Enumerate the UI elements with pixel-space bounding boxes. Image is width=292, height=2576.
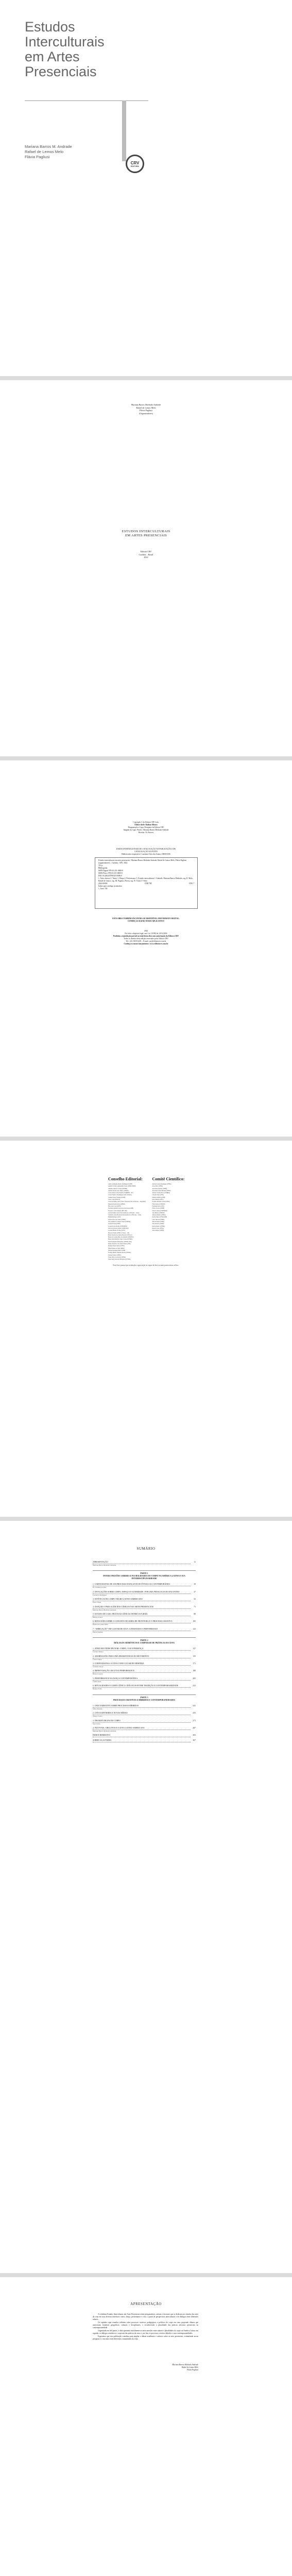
toc-entry-author: Thiago Castro <box>93 1715 102 1718</box>
title-page <box>0 380 292 756</box>
organizers-label: (Organizadores) <box>139 412 153 415</box>
toc-entry-page: 11 <box>194 1561 196 1563</box>
signature-name: Flávia Pagliusi <box>186 2369 198 2371</box>
toc-entry-title: 3. DRAMATURGIAS DO CORPO <box>93 1720 191 1723</box>
board-member: Andréia da Silva Quintanilha Sousa (UNIR/UFRN) <box>108 1185 136 1188</box>
toc-entry-page: 37 <box>194 1590 196 1593</box>
toc-entry-title: 6. RITUALIDADES E CORPO CÊNICO: DIÁLOGOS ENTRE TRADIÇÃO E CONTEMPORANEIDADE <box>93 1685 191 1688</box>
toc-entry-author: Marina Soares <box>93 1616 103 1619</box>
board-member: Maria de Lourdes Pinto de Almeida (UNOESC) <box>108 1236 134 1239</box>
catalog-line: ISBN Digital 978-65-251-0000-0 <box>98 870 124 872</box>
cover-author: Flávia Pagliusi <box>25 155 50 159</box>
board-member: Anselmo Alencar Colares (UFOPA) <box>108 1188 128 1190</box>
toc-part-title: DIÁLOGOS SEMIÓTICOS E CORPORAIS DE PRÁTICAS DA CENA <box>114 1642 175 1645</box>
cip-line: Bibliotecária responsável: Luzenira Alves dos Santos CRB9/1506 <box>122 853 170 855</box>
toc-entry-author: Rafael de Lemos Melo <box>93 1623 109 1626</box>
author-name: Rafael de Lemos Melo <box>136 406 156 409</box>
board-member: Eduardo Pereira Alves (UFMS) <box>108 1203 125 1205</box>
toc-entry[interactable] <box>93 1739 196 1742</box>
committee-member: Fábio Santos (UNIRIO) <box>152 1203 165 1205</box>
toc-part-title: INTERCONEXÕES SABERES E PLURALIDADES DO CORPO NA AMÉRICA LATINA E SUA INTERDISCIPLINARIDADE <box>103 1575 185 1580</box>
toc-entry-page: 53 <box>194 1598 196 1601</box>
presentation-body <box>93 2313 198 2341</box>
footer-line: Proibida a reprodução parcial ou total desta obra sem autorização da Editora CRV <box>113 935 179 937</box>
toc-entry-title: APRESENTAÇÃO <box>93 1561 191 1564</box>
committee-member: Nara Ferreira (UFOP) <box>152 1223 164 1225</box>
board-member: Fernando Antônio Gonçalves Alcoforado (IPB) <box>108 1208 134 1210</box>
publisher-logo <box>126 155 144 173</box>
footer-line: Tel.: (41) 3039-6418 – E-mail: sac@editoracrv.com.br <box>126 940 166 942</box>
toc-entry-line <box>93 1663 196 1666</box>
catalog-line: 1. Artes 700 <box>98 888 108 890</box>
book-title <box>0 530 292 538</box>
toc-entry[interactable] <box>93 1720 196 1725</box>
cover-title-line: Presenciais <box>25 64 97 79</box>
presentation-title: APRESENTAÇÃO <box>130 2302 162 2306</box>
board-member: Antônio Pereira Gaio Júnior (UFRRJ) <box>108 1190 129 1192</box>
cip-header <box>0 848 292 856</box>
board-member: Lídia de Oliveira Xavier (UNIEURO) <box>108 1227 129 1229</box>
toc-entry-author: Luciana Ramos <box>93 1651 104 1653</box>
copyright-footer <box>0 918 292 945</box>
cip-line: DADOS INTERNACIONAIS DE CATALOGAÇÃO NA PUBLICAÇÃO (CIP) <box>116 848 176 850</box>
toc-part-heading <box>93 1637 196 1645</box>
toc-entry-author: Pedro Viana <box>93 1601 101 1604</box>
footer-line: CONHEÇA E BAIXE NOSSO APLICATIVO! <box>127 920 165 922</box>
copyright-page <box>0 760 292 1137</box>
copyright-line: Copyright © da Editora CRV Ltda. <box>133 821 159 823</box>
book-title-line: EM ARTES PRESENCIAIS <box>125 534 167 537</box>
toc-entry-line <box>93 1628 196 1631</box>
catalog-line: 1. Artes cênicas 2. Teatro 3. Dança 4. Performance 5. Estudos interculturais I. Andrade, Mariana Barros Medrado, org. II. Melo, Rafael de Lemos, org. III. Pagliusi, Flávia, org. IV. Título V. Série. <box>98 877 193 882</box>
cover-author: Rafael de Lemos Melo <box>25 149 64 154</box>
toc-part-label: PARTE 1 <box>140 1572 148 1575</box>
toc-entry-page: 71 <box>194 1605 196 1608</box>
toc-entry[interactable] <box>93 1685 196 1690</box>
author-name: Mariana Barros Medrado Andrade <box>131 403 161 406</box>
toc-entry-page: 105 <box>193 1620 196 1623</box>
catalog-line: 314 p. <box>98 865 103 867</box>
toc-entry-line <box>93 1606 196 1609</box>
committee-member: Adriana Gomes Rodrigues (UFBA) <box>152 1183 171 1185</box>
cover-accent-bar <box>122 100 126 161</box>
toc-entry-author: Silvia Martins <box>93 1707 102 1710</box>
toc-entry-author: Flávia Pagliusi <box>93 1631 103 1633</box>
cover-divider <box>25 100 148 101</box>
toc-entry-author: Mariana Barros Medrado Andrade <box>93 1608 116 1611</box>
publisher-name: Editora CRV <box>140 550 152 553</box>
cover-title-line: Interculturais <box>25 34 105 49</box>
toc-entry-line <box>93 1685 196 1688</box>
toc-entry[interactable] <box>93 1655 196 1660</box>
publication-year: 2022 <box>144 556 148 559</box>
toc-entry[interactable] <box>93 1670 196 1675</box>
board-member: Josania Portela (UFPI) <box>108 1223 121 1225</box>
toc-entry-title: 7. “ABRIGAÇÃO” EM GASTAR DE ATUA: LITERATURA E PERFORMANCE <box>93 1628 191 1631</box>
presentation-signature <box>93 2364 198 2371</box>
board-member: Francisco Carlos Duarte (PUC-PR) <box>108 1210 127 1212</box>
toc-entry[interactable] <box>93 1677 196 1683</box>
editorial-council-column <box>108 1177 149 1261</box>
toc-entry-author: R. F. Ramos Gomes <box>93 1586 107 1589</box>
board-member: Leonel Severo Rocha (UNISINOS) <box>108 1225 127 1227</box>
footer-line: ESTA OBRA TAMBÉM ENCONTRA-SE DISPONÍVEL EM FORMATO DIGITAL. <box>112 918 180 920</box>
board-member: Paulo Romualdo Hernandes (UNIFAL-MG) <box>108 1241 132 1243</box>
toc-entry-title: 2. CENA EXPANDIDA E NOVAS MÍDIAS <box>93 1712 191 1715</box>
toc-entry-page: 189 <box>193 1670 196 1672</box>
toc-entry-line <box>93 1734 196 1737</box>
toc-part-heading <box>93 1694 196 1702</box>
board-member: Jailson Alves dos Santos (UFRJ) <box>108 1218 126 1221</box>
toc-entry-line <box>93 1677 196 1681</box>
toc-entry[interactable] <box>93 1663 196 1668</box>
toc-entry-author: Bruno Lacerda <box>93 1673 103 1675</box>
toc-entry-page: 271 <box>193 1719 196 1722</box>
toc-entry[interactable] <box>93 1628 196 1633</box>
toc-entry-line <box>93 1591 196 1594</box>
toc-part-label: PARTE 2 <box>140 1639 148 1642</box>
presentation-page <box>0 2277 292 2576</box>
toc-entry-author: Cássia Nunes <box>93 1658 102 1660</box>
publisher-logo-text: CRV <box>130 160 140 165</box>
cover-authors <box>25 144 72 160</box>
toc-list <box>93 1561 196 1744</box>
board-member: Helmuth Krüger (UCP) <box>108 1216 121 1218</box>
board-member: Carlos Alberto Vilar Estêvão (UMINHO – PT) <box>108 1192 133 1194</box>
toc-entry-title: 3. CORPOGRAFIAS: A CENA COMO LUGAR DE MEMÓRIA <box>93 1663 191 1666</box>
title-page-authors <box>0 403 292 415</box>
table-of-contents-page <box>0 1521 292 2273</box>
toc-entry-page: 255 <box>193 1712 196 1715</box>
board-member: Carmen Tereza Velanga (UNIR) <box>108 1196 126 1198</box>
board-member: Marcelo Paixão (UFRJ e UTexas – US) <box>108 1232 130 1234</box>
toc-entry-line <box>93 1712 196 1718</box>
committee-member: João Batista (UNIFAP) <box>152 1212 165 1214</box>
toc-entry-page: 223 <box>193 1685 196 1687</box>
catalog-code: CDU 7 <box>188 883 194 885</box>
cover-title <box>25 20 105 79</box>
toc-entry-page: 89 <box>194 1613 196 1616</box>
catalog-line: DOI 10.24824/978652510000.0 <box>98 875 123 877</box>
toc-entry[interactable] <box>93 1727 196 1732</box>
committee-member: Juliana Almeida (UFBA) <box>152 1214 166 1216</box>
catalog-code: CDD 700 <box>144 883 152 885</box>
presentation-paragraph: A coletânea Estudos Interculturais em Artes Presenciais reúne pesquisadores, artistas e docentes que se dedicam aos estudos das artes da cena em suas diversas interfaces: teatro, dança, performance e circo, a partir de perspectivas interculturais e de diálogos entre diferentes saberes. <box>93 2313 198 2320</box>
committee-member: Ana Paula Sanches (UFPR) <box>152 1188 167 1190</box>
toc-entry[interactable] <box>93 1613 196 1618</box>
committee-member: Andrea Cristina Alves (UNIRIO) <box>152 1192 170 1194</box>
committee-member: Sílvia Ramos (UFPE) <box>152 1230 164 1232</box>
cover-title-line: Estudos <box>25 19 75 35</box>
committee-member: Daniela Salgado (UNB) <box>152 1196 165 1198</box>
toc-entry-title: 5. PERFORMANCE NA DANÇA CONTEMPORÂNEA <box>93 1677 191 1681</box>
committee-member: Dirce Mônica (UFG) <box>152 1199 164 1201</box>
toc-entry[interactable] <box>93 1620 196 1625</box>
footer-line: Foi feito o depósito legal conf. Lei 10.994 de 14/12/2004 <box>125 933 167 935</box>
toc-entry-title: 1. UMA NARRATIVA SOBRE PROCESSOS HÍBRIDOS <box>93 1705 191 1708</box>
toc-entry-title: 1. CARTOGRAFIAS DE UM PROCESSO DANÇANTE DO ÉTNICO AO CONTEMPORÂNEO <box>93 1583 191 1586</box>
committee-member: Isabel Cristina (UNESPAR) <box>152 1210 167 1212</box>
board-member: Maria Cristina dos Santos Bezerra (UFSCar) <box>108 1234 132 1236</box>
toc-entry-page: 287 <box>193 1726 196 1729</box>
board-member: Simone Rodrigues Pinto (UNB) <box>108 1249 126 1251</box>
board-member: Rodrigo Pratte-Santos (UFES) <box>108 1245 125 1247</box>
signature-name: Mariana Barros Medrado Andrade <box>172 2364 198 2366</box>
toc-part-title: PROCESSOS CRIATIVOS E HÍBRIDOS E CONTEMPORANEIDADES <box>113 1699 175 1701</box>
toc-entry-title: 4. DANÇAR O PARA ALÉM DOS CÓDIGOS NAS ARTES PRESENCIAIS <box>93 1606 191 1609</box>
presentation-paragraph: Organizada em três partes, a obra apresenta inicialmente as interconexões entre saberes e pluralidades do corpo na América Latina; em seguida, os diálogos semióticos e corporais das práticas da cena; e, por fim, os processos criativos híbridos e suas contemporaneidades. <box>93 2330 198 2334</box>
board-member: Carlos Federico Dominguez Avila (Unieuro) <box>108 1194 132 1196</box>
toc-entry-line <box>93 1705 196 1708</box>
toc-entry-page: 241 <box>193 1704 196 1707</box>
editorial-council-title: Conselho Editorial: <box>108 1177 143 1181</box>
board-member: Cesar Gerónimo Tello (Univer. Nacional Três de Febrero – Argentina) <box>108 1201 146 1203</box>
copyright-line: Revisão: Os Autores <box>138 832 154 834</box>
cip-line: CATALOGAÇÃO NA FONTE <box>134 851 158 853</box>
scientific-committee-column <box>152 1177 194 1261</box>
footer-line: 2022 <box>144 930 148 932</box>
toc-entry-page: 123 <box>193 1628 196 1630</box>
toc-entry[interactable] <box>93 1734 196 1737</box>
footer-line: Conheça os nossos lançamentos: www.editoracrv.com.br <box>124 943 168 945</box>
copyright-line: Imagem da Capa: Pexels / Mariana Barros Medrado Andrade <box>123 829 169 831</box>
board-member: Renato Francisco dos Santos Paula (UFG) <box>108 1243 131 1245</box>
toc-entry-title: ÍNDICE REMISSIVO <box>93 1734 191 1737</box>
committee-member: Evandro Ronaldo Souza (UFPA) <box>152 1201 170 1203</box>
board-member: Solange Helena Ximenes-Rocha (UFOPA) <box>108 1252 131 1254</box>
toc-entry-author: Vera Lúcia <box>93 1722 100 1725</box>
toc-entry[interactable] <box>93 1648 196 1653</box>
copyright-line: Editor-chefe: Railson Moura <box>134 824 158 826</box>
toc-entry-page: 171 <box>193 1663 196 1665</box>
catalog-line: Estudos interculturais em artes presenciais / Mariana Barros Medrado Andrade, Rafael de Lemos Melo, Flávia Pagliusi (organizadores) – Curitiba : CRV, 2022. <box>98 859 187 864</box>
toc-entry-author: Helena Prado <box>93 1688 102 1690</box>
signature-name: Rafael de Lemos Melo <box>181 2366 198 2368</box>
board-member: Lourdes Helena da Silva (UFV) <box>108 1230 126 1232</box>
toc-entry-page: 155 <box>193 1655 196 1657</box>
board-member: Élsio José Corá (UFFS) <box>108 1205 121 1207</box>
committee-member: Ana Paula Tomé Miranda (UFMS) <box>152 1190 171 1192</box>
board-member: Celso Conti (UFSCar) <box>108 1199 121 1201</box>
presentation-paragraph: Esperamos que esta publicação contribua para ampliar o debate acadêmico e artístico sobre as artes presenciais, estimulando novas pesquisas e o encontro entre diferentes comunidades da cena. <box>93 2335 198 2340</box>
toc-entry-title: 2. ABORDAGENS PARA UMA DRAMATURGIA DO MOVIMENTO <box>93 1655 191 1658</box>
editorial-board <box>108 1177 193 1261</box>
committee-member: Márcia Duarte (UFRJ) <box>152 1221 164 1223</box>
board-member: Gloria Fariñas León (Universidade de La Havana – Cuba) <box>108 1212 140 1214</box>
toc-entry-line <box>93 1648 196 1651</box>
cover-page <box>0 0 292 376</box>
catalog-code: 2022-00000 <box>98 883 108 885</box>
committee-member: Lúcio Moraes (UFRN) <box>152 1218 165 1221</box>
catalog-card <box>95 857 198 909</box>
toc-entry-line <box>93 1655 196 1658</box>
board-member: Maria Lília Imbiriba Sousa Colares (UFOPA) <box>108 1239 133 1241</box>
toc-entry-line <box>93 1739 196 1742</box>
toc-entry[interactable] <box>93 1705 196 1710</box>
cover-title-line: em Artes <box>25 49 80 64</box>
cover-author: Mariana Barros M. Andrade <box>25 144 72 149</box>
toc-entry-page: 205 <box>193 1677 196 1680</box>
peer-review-note: Este livro passou por avaliação e aprovação às cegas de dois ou mais pareceristas ad hoc. <box>113 1264 179 1266</box>
committee-member: Flávio Trovão (UFPB) <box>152 1208 164 1210</box>
board-member: Tadeu Oliver Gonçalves (UFPA) <box>108 1256 126 1258</box>
committee-member: Paulo Roberto (UFMG) <box>152 1225 165 1227</box>
committee-member: Karina Matos (UNICAMP) <box>152 1216 167 1218</box>
catalog-line: ISBN Físico 978-65-251-0000-0 <box>98 872 123 874</box>
scientific-committee-title: Comitê Científico: <box>152 1177 185 1181</box>
toc-entry[interactable] <box>93 1598 196 1603</box>
toc-entry-line <box>93 1670 196 1673</box>
toc-entry-author: Leonardo Rodrigues <box>93 1594 107 1596</box>
toc-entry-title: 1. ATRIZ MULTIDISCIPLINAR: CORPO, VOZ E PRESENÇA <box>93 1648 191 1651</box>
toc-entry-title: 2. DIVAGAÇÕES SOBRE CORPO, ESPAÇO E ALTERIDADE: POR UMA PEDAGOGIA DO ENCONTRO <box>93 1591 191 1594</box>
toc-entry[interactable] <box>93 1561 196 1566</box>
catalog-line: Índice para catálogo sistemático <box>98 885 123 887</box>
board-member: Aldira Guimarães Duarte Domínguez (UNB) <box>108 1183 132 1185</box>
publisher-logo-sub: EDITORA <box>131 165 139 167</box>
committee-member: Renata Costa (UFSC) <box>152 1227 164 1229</box>
committee-member: Cláudia Vieira (UFG) <box>152 1194 164 1196</box>
toc-entry-page: 307 <box>193 1739 196 1742</box>
toc-entry-title: 5. ESTUDO DE CASO: PRÁTICAS CÊNICAS INTERCULTURAIS <box>93 1613 191 1616</box>
committee-member: Fernanda Paiva (UFU) <box>152 1205 165 1207</box>
toc-entry-line <box>93 1720 196 1723</box>
toc-entry[interactable] <box>93 1712 196 1717</box>
toc-entry-title: 6. REFLEXÕES SOBRE O CONCEITO DE SERES DE FRONTEIRA E O PROCESSO CRIATIVO <box>93 1620 191 1623</box>
toc-entry-author: Mariana Barros Medrado Andrade <box>93 1564 116 1566</box>
board-member: João Adalberto Campato Junior (UNESP) <box>108 1221 131 1223</box>
board-member: Guillermo Arias Beatón (Universidade de La Havana – Cuba) <box>108 1214 142 1216</box>
toc-entry-author: Gabriela Torres <box>93 1666 104 1668</box>
copyright-line: Diagramação e Capa: Designers da Editora CRV <box>128 826 164 828</box>
toc-entry-line <box>93 1598 196 1604</box>
footer-line: Todos os direitos desta edição reservados pela: Editora CRV <box>124 938 168 940</box>
toc-title: SUMÁRIO <box>136 1547 156 1551</box>
toc-entry-page: 19 <box>194 1583 196 1586</box>
toc-entry[interactable] <box>93 1583 196 1588</box>
toc-entry-title: 3. ESTÉTICAS DO CORPO NEGRO LATINO-AMERICANO <box>93 1598 191 1601</box>
board-member: Sérgio Nunes de Jesus (IFRO) <box>108 1247 125 1249</box>
catalog-line: Bibliografia <box>98 867 108 869</box>
copyright-header <box>0 821 292 834</box>
board-member: Tania Suely Azevedo Brasileiro (UFOPA) <box>108 1259 131 1261</box>
presentation-paragraph: Os capítulos aqui reunidos refletem sobre processos criativos, pedagógicos e políticos do corpo em cena, propondo olhares que atravessam fronteiras geográficas, culturais e disciplinares, e reconhecendo a pluralidade das práticas artísticas presenciais na contemporaneidade. <box>93 2321 198 2329</box>
author-name: Flávia Pagliusi <box>139 409 152 412</box>
toc-part-heading <box>93 1570 196 1580</box>
toc-entry[interactable] <box>93 1591 196 1596</box>
committee-member: Alice Pinto (UFPA) <box>152 1185 163 1188</box>
toc-entry[interactable] <box>93 1606 196 1611</box>
board-member: Sydione Santos (UEPG) <box>108 1254 122 1256</box>
toc-entry-page: 137 <box>193 1648 196 1650</box>
toc-entry-page: 303 <box>193 1734 196 1737</box>
toc-entry-title: 4. IMPROVISAÇÃO, ESCUTA E PERFORMANCE <box>93 1670 191 1673</box>
toc-entry-author: Camila Reis <box>93 1680 101 1683</box>
toc-entry-title: SOBRE OS AUTORES <box>93 1739 191 1742</box>
toc-entry-author: Mariana Barros Medrado Andrade <box>93 1730 116 1732</box>
editorial-board-page <box>0 1141 292 1517</box>
publisher-city: Curitiba – Brasil <box>139 553 153 556</box>
book-title-line: ESTUDOS INTERCULTURAIS <box>122 530 170 533</box>
publisher-info <box>0 550 292 559</box>
toc-part-label: PARTE 3 <box>140 1696 148 1699</box>
toc-entry-title: 4. FESTIVAIS, CIRCUITOS E A CENA LATINO-AMERICANA <box>93 1727 191 1730</box>
